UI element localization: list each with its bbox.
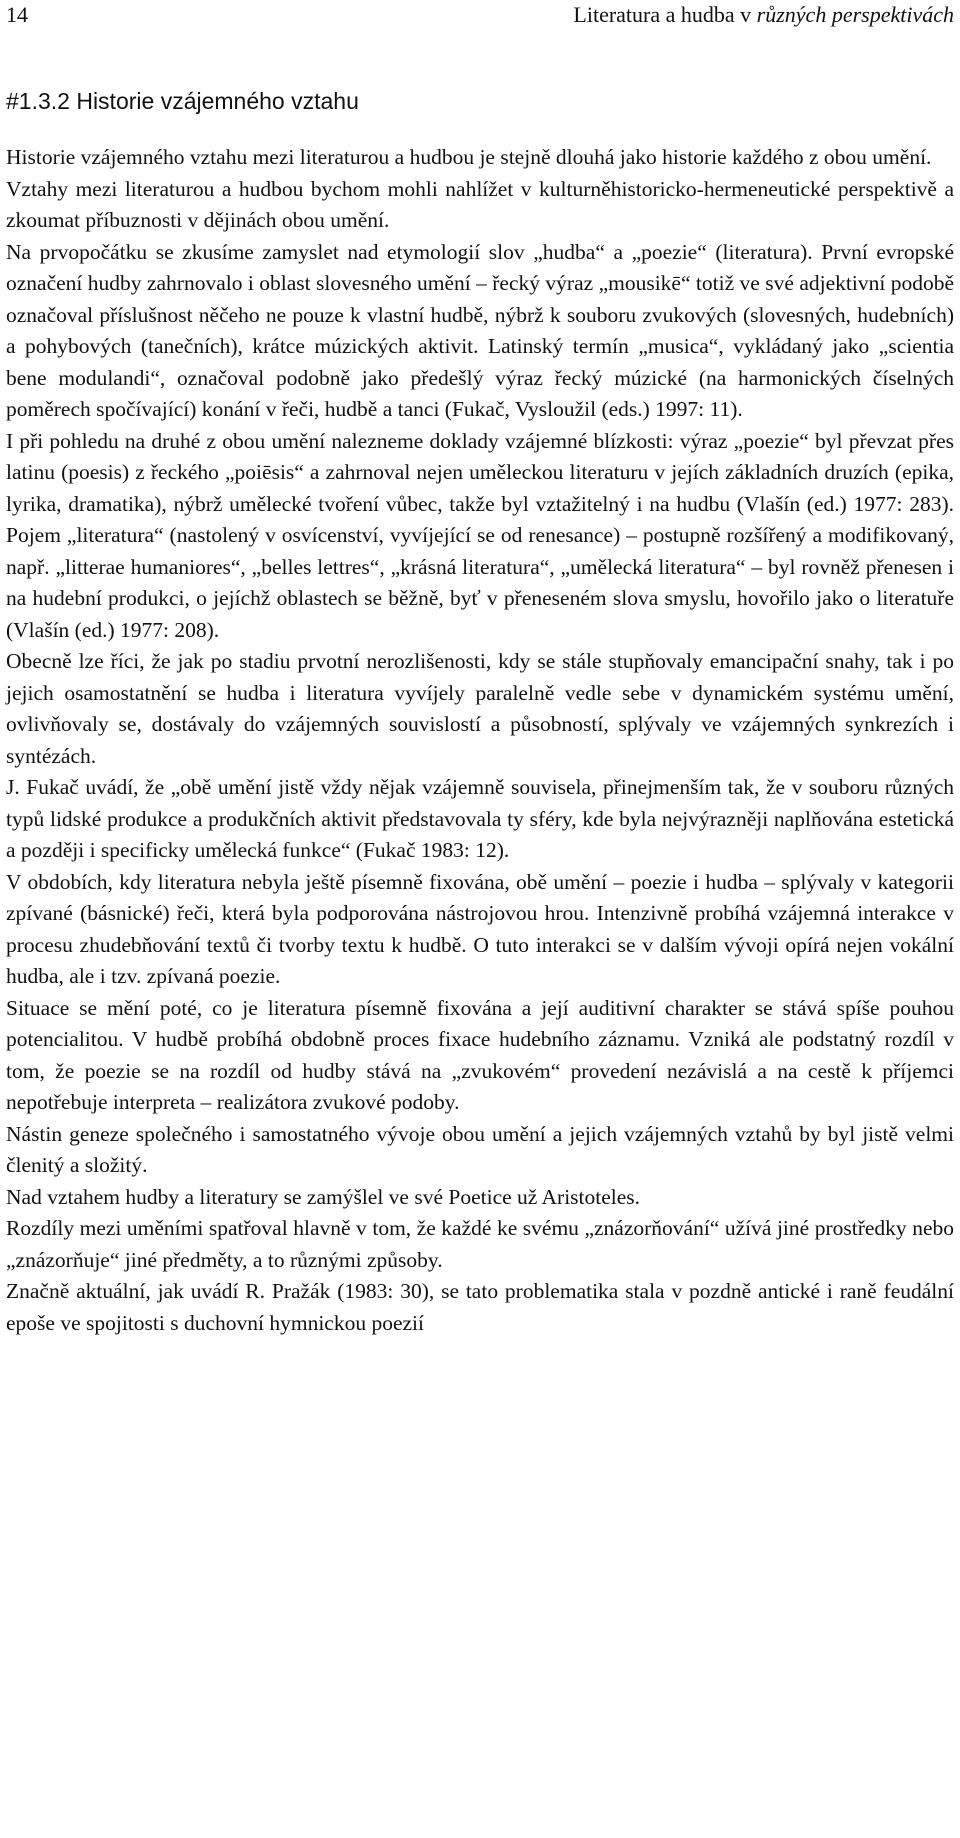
paragraph: V obdobích, kdy literatura nebyla ještě písemně fixována, obě umění – poezie i hudba – splývaly v kategorii zpívané (básnické) řeči, která byla podporována nástrojovou hrou. Intenzivně probíhá vzájemná interakce v procesu zhudebňování textů či tvorby textu k hudbě. O tuto interakci se v dalším vývoji opírá nejen vokální hudba, ale i tzv. zpívaná poezie. [6, 869, 954, 988]
page-number: 14 [6, 2, 28, 27]
paragraph: Historie vzájemného vztahu mezi literaturou a hudbou je stejně dlouhá jako historie každého z obou umění. [6, 145, 932, 169]
body-text [6, 142, 954, 1339]
paragraph: Situace se mění poté, co je literatura písemně fixována a její auditivní charakter se stává spíše pouhou potencialitou. V hudbě probíhá obdobně proces fixace hudebního záznamu. Vzniká ale podstatný rozdíl v tom, že poezie se na rozdíl od hudby stává na „zvukovém“ provedení nezávislá a na cestě k příjemci nepotřebuje interpreta – realizátora zvukové podoby. [6, 995, 954, 1114]
running-title [573, 0, 954, 30]
running-title-plain: Literatura a hudba v [573, 2, 757, 27]
paragraph: J. Fukač uvádí, že „obě umění jistě vždy nějak vzájemně souvisela, přinejmenším tak, že v souboru různých typů lidské produkce a produkčních aktivit představovala ty sféry, kde byla nejvýrazněji naplňována estetická a později i specificky umělecká funkce“ (Fukač 1983: 12). [6, 775, 954, 862]
paragraph: Vztahy mezi literaturou a hudbou bychom mohli nahlížet v kulturněhistoricko-hermeneutické perspektivě a zkoumat příbuznosti v dějinách obou umění. [6, 176, 954, 232]
running-title-italic: různých perspektivách [756, 2, 954, 27]
paragraph: Značně aktuální, jak uvádí R. Pražák (1983: 30), se tato problematika stala v pozdně antické i raně feudální epoše ve spojitosti s duchovní hymnickou poezií [6, 1279, 954, 1335]
paragraph: I při pohledu na druhé z obou umění nalezneme doklady vzájemné blízkosti: výraz „poezie“ byl převzat přes latinu (poesis) z řeckého „poiēsis“ a zahrnoval nejen uměleckou literaturu v jejích základních druzích (epika, lyrika, dramatika), nýbrž umělecké tvoření vůbec, takže byl vztažitelný i na hudbu (Vlašín (ed.) 1977: 283). Pojem „literatura“ (nastolený v osvícenství, vyvíjející se od renesance) – postupně rozšířený a modifikovaný, např. „litterae humaniores“, „belles lettres“, „krásná literatura“, „umělecká literatura“ – byl rovněž přenesen i na hudební produkci, o jejíchž oblastech se běžně, byť v přeneseném slova smyslu, hovořilo jako o literatuře (Vlašín (ed.) 1977: 208). [6, 428, 954, 642]
section-heading: #1.3.2 Historie vzájemného vztahu [6, 88, 359, 114]
paragraph: Rozdíly mezi uměními spatřoval hlavně v tom, že každé ke svému „znázorňování“ užívá jiné prostředky nebo „znázorňuje“ jiné předměty, a to různými způsoby. [6, 1216, 954, 1272]
paragraph: Na prvopočátku se zkusíme zamyslet nad etymologií slov „hudba“ a „poezie“ (literatura). První evropské označení hudby zahrnovalo i oblast slovesného umění – řecký výraz „mousikē“ totiž ve své adjektivní podobě označoval příslušnost něčeho ne pouze k vlastní hudbě, nýbrž k souboru zvukových (slovesných, hudebních) a pohybových (tanečních), krátce múzických aktivit. Latinský termín „musica“, vykládaný jako „scientia bene modulandi“, označoval podobně jako předešlý výraz řecký múzické (na harmonických číselných poměrech spočívající) konání v řeči, hudbě a tanci (Fukač, Vysloužil (eds.) 1997: 11). [6, 239, 954, 421]
paragraph: Nad vztahem hudby a literatury se zamýšlel ve své Poetice už Aristoteles. [6, 1184, 641, 1209]
paragraph: Nástin geneze společného i samostatného vývoje obou umění a jejich vzájemných vztahů by byl jistě velmi členitý a složitý. [6, 1121, 954, 1177]
paragraph: Obecně lze říci, že jak po stadiu prvotní nerozlišenosti, kdy se stále stupňovaly emancipační snahy, tak i po jejich osamostatnění se hudba i literatura vyvíjely paralelně vedle sebe v dynamickém systému umění, ovlivňovaly se, dostávaly do vzájemných souvislostí a působností, splývaly ve vzájemných synkrezích i syntézách. [6, 649, 954, 768]
running-header [6, 0, 954, 36]
